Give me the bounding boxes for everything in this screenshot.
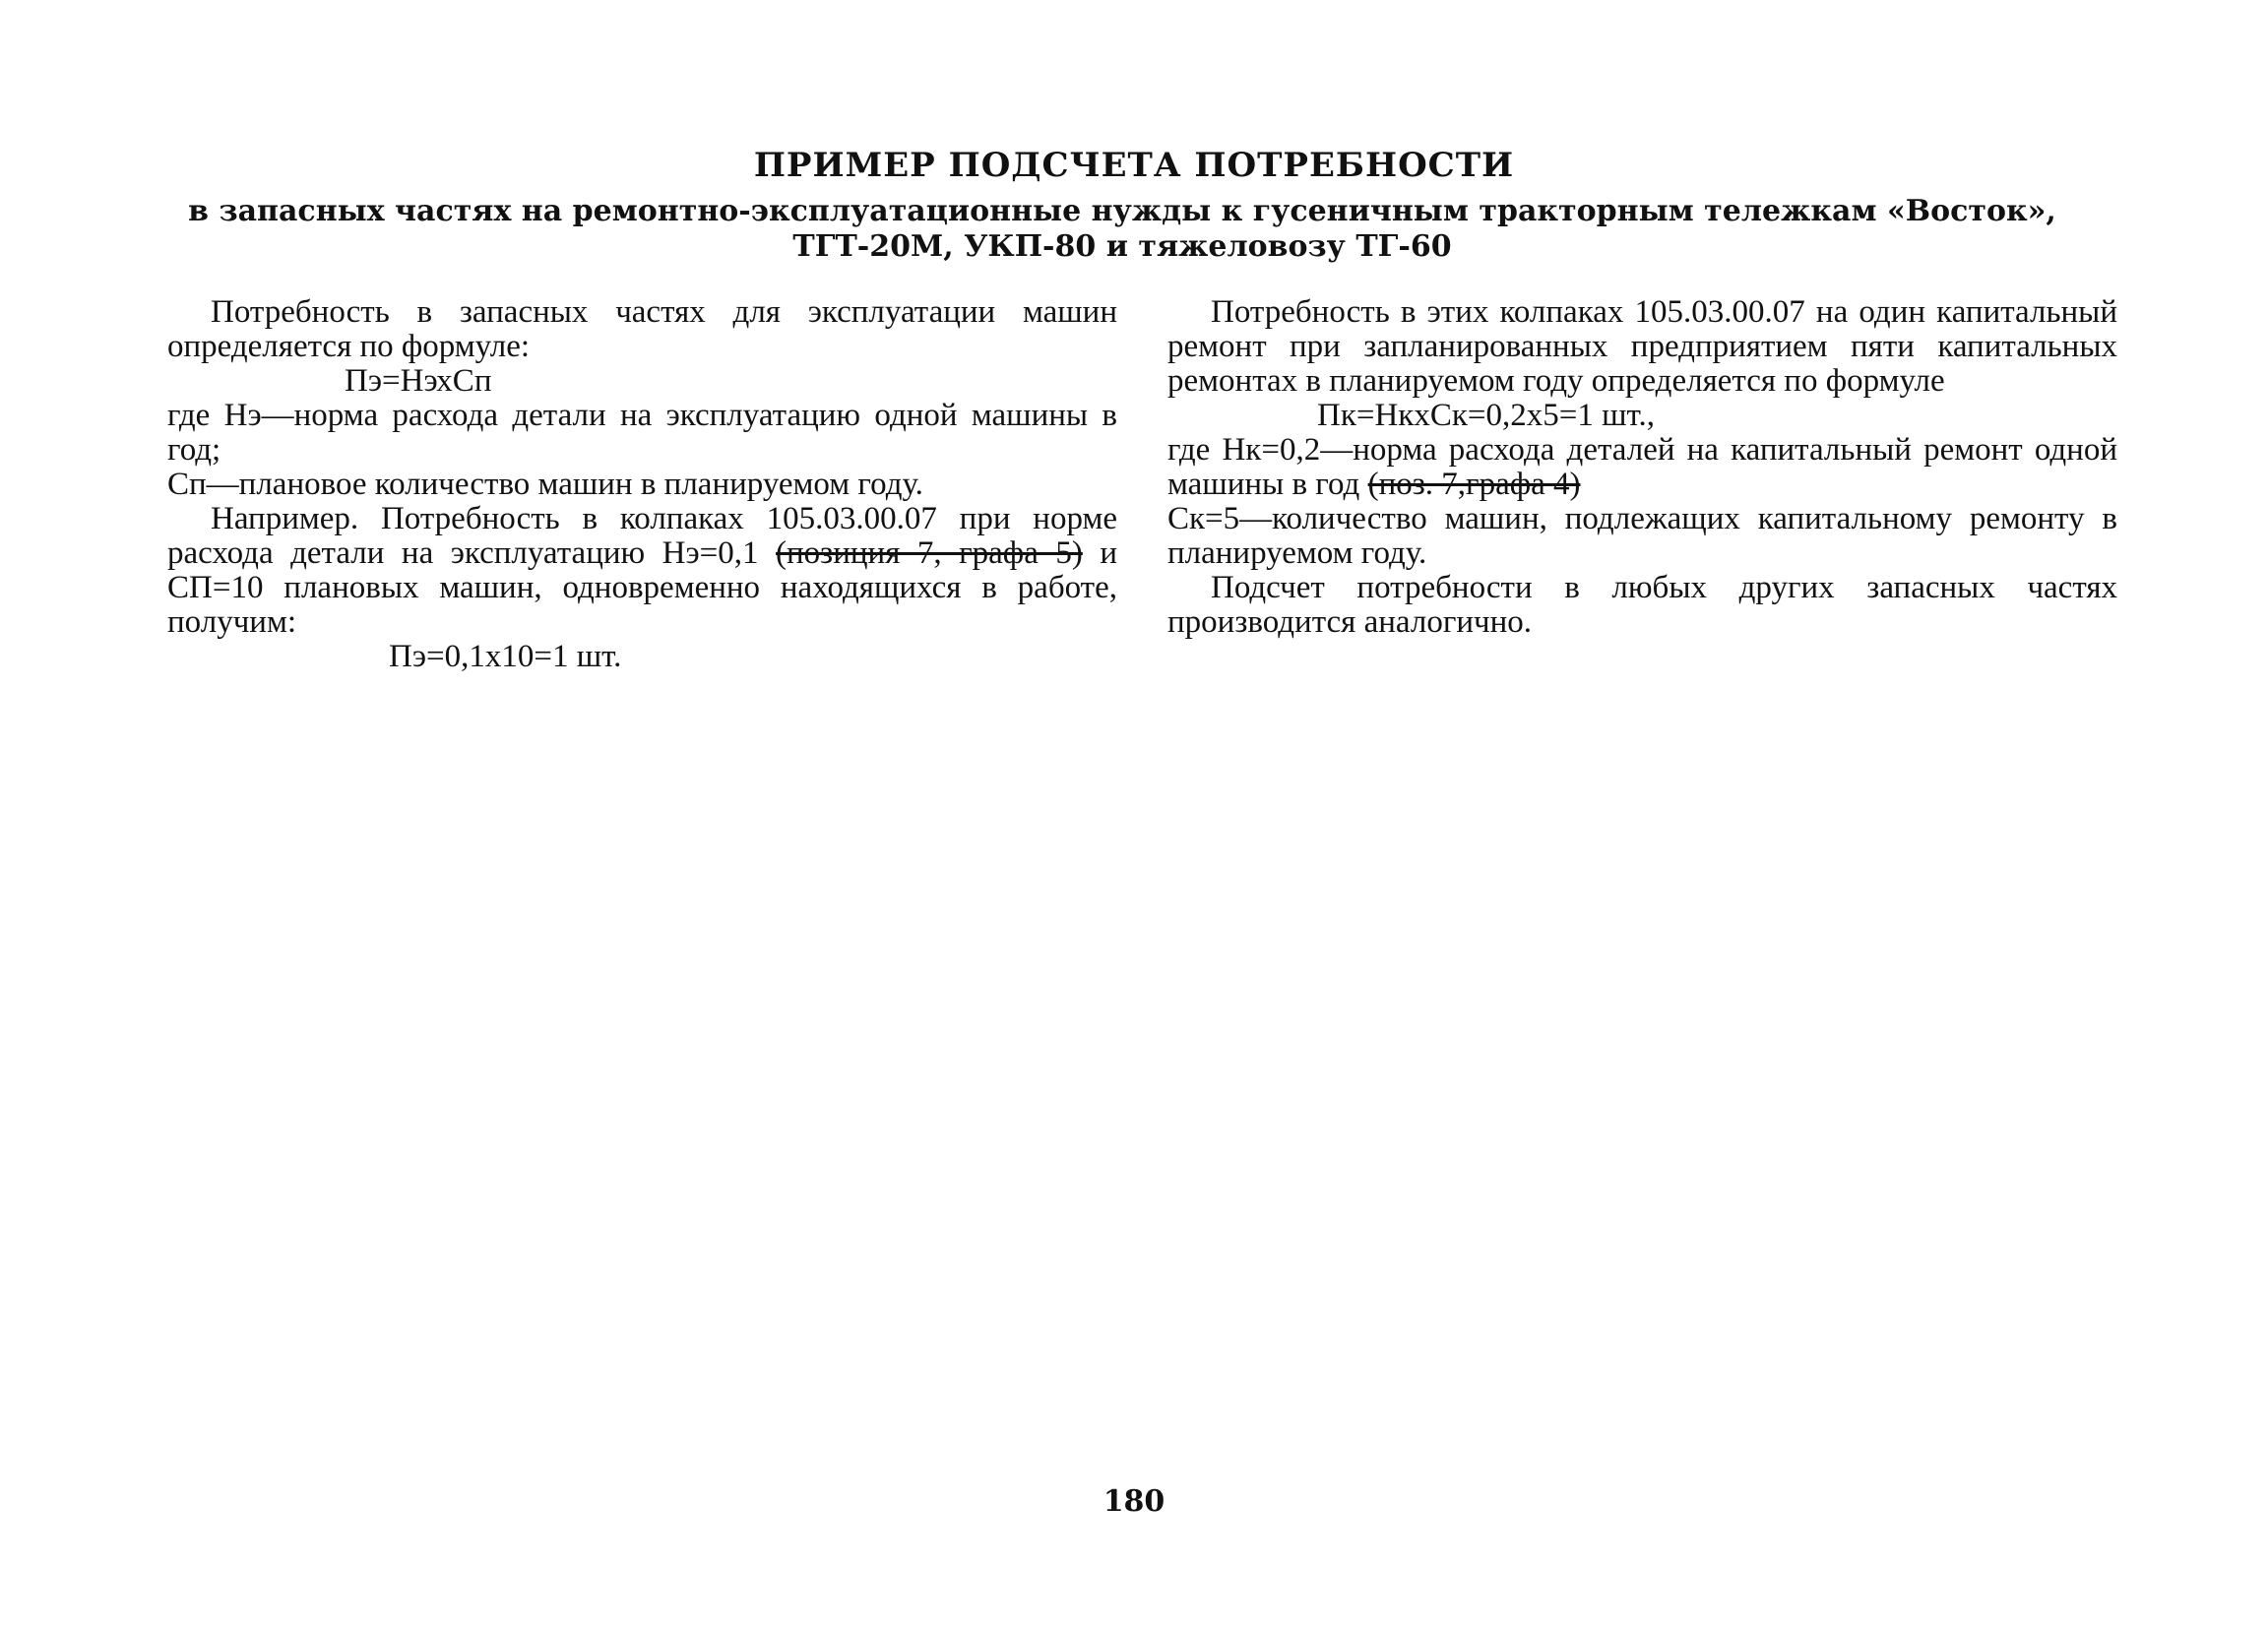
right-paragraph-closing: Подсчет потребности в любых других запасных частях производится аналогично. [1167,570,2117,640]
right-paragraph-intro: Потребность в этих колпаках 105.03.00.07 на один капитальный ремонт при запланированных предприятием пяти капитальных ремонтах в планируемом году определяется по формуле [1167,294,2117,399]
example-text-start: Например. Потребность в колпаках 105.03.00.07 при норме расхода детали на эксплуатацию Нэ=0,1 [167,501,1117,571]
definition-sp: Сп—плановое количество машин в планируемом году. [167,467,923,502]
right-column [1167,295,2117,640]
page-number: 180 [1102,1484,1166,1519]
left-column [167,295,1117,674]
page-subtitle: в запасных частях на ремонтно-эксплуатационные нужды к гусеничным тракторным тележкам «Восток», ТГТ-20М, УКП-80 и тяжеловозу ТГ-60 [188,194,2056,264]
definition-sk: Ск=5—количество машин, подлежащих капитальному ремонту в планируемом году. [1167,501,2117,571]
page-title: ПРИМЕР ПОДСЧЕТА ПОТРЕБНОСТИ [753,146,1515,185]
definition-ne: где Нэ—норма расхода детали на эксплуатацию одной машины в год; [167,398,1117,468]
example-text-end: и СП=10 плановых машин, одновременно находящихся в работе, получим: [167,535,1117,640]
formula-example-result: Пэ=0,1х10=1 шт. [389,639,622,674]
struck-reference: (позиция 7, графа 5) [776,535,1083,571]
formula-operation: Пэ=НэхСп [345,363,492,399]
definition-nk-text: где Нк=0,2—норма расхода деталей на капитальный ремонт одной машины в год [1167,432,2117,502]
struck-reference-right: (поз. 7,графа 4) [1367,467,1581,502]
definition-nk [1167,433,2117,502]
left-paragraph-intro: Потребность в запасных частях для эксплуатации машин определяется по формуле: [167,294,1117,364]
left-paragraph-example [167,502,1117,640]
formula-capital-repair: Пк=НкхСк=0,2х5=1 шт., [1317,398,1655,433]
